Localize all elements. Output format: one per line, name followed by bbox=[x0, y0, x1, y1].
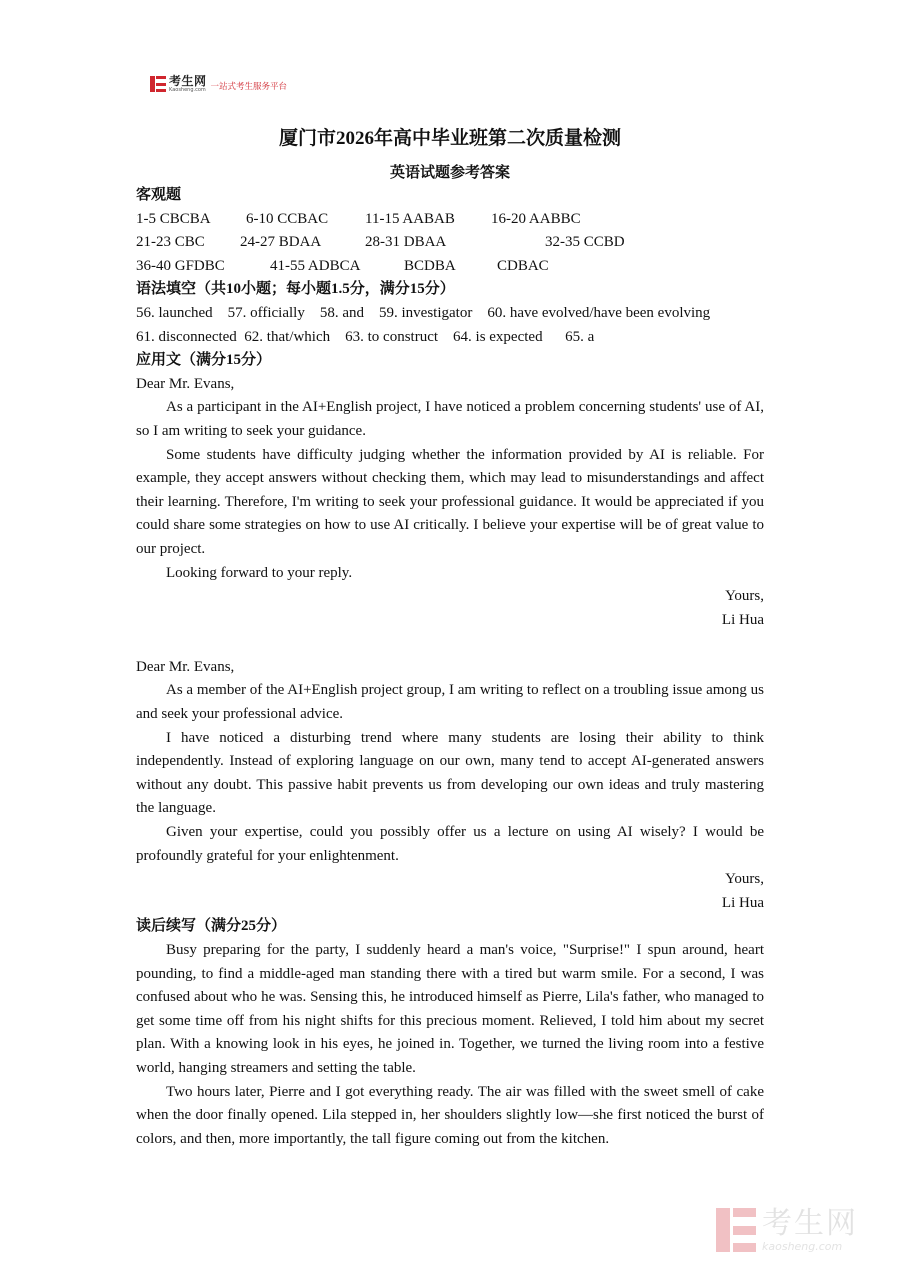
answer-group: 6-10 CCBAC bbox=[246, 210, 329, 227]
grammar-answers-line: 56. launched 57. officially 58. and 59. investigator 60. have evolved/have been evolving bbox=[136, 304, 711, 321]
letter-paragraph: Looking forward to your reply. bbox=[166, 564, 353, 581]
continuation-paragraph: Busy preparing for the party, I suddenly heard a man's voice, "Surprise!" I spun around, heart pounding, to find a middle-aged man standing there with a tired but warm smile. For a second, I was confused about who he was. Sensing this, he introduced himself as Pierre, Lila's father, who managed to get some time off from his night shifts for this precious moment. Relieved, I told him about my secret plan. With a knowing look in his eyes, he joined in. Together, we turned the living room into a festive world, hanging streamers and setting the table. bbox=[136, 942, 764, 1076]
watermark-name: 考生网 bbox=[762, 1205, 858, 1241]
letter-paragraph: Given your expertise, could you possibly offer us a lecture on using AI wisely? I would be profoundly grateful for your enlightenment. bbox=[136, 824, 764, 864]
letter-closing: Yours, bbox=[725, 588, 764, 605]
logo-icon bbox=[150, 76, 166, 92]
letter-paragraph: Some students have difficulty judging whether the information provided by AI is reliable. For example, they accept answers without checking them, which may lead to misunderstandings and affect their learning. Therefore, I'm writing to seek your professional guidance. It would be appreciated if you could share some strategies on how to use AI critically. I believe your expertise will be of great value to our project. bbox=[136, 446, 764, 557]
letter-closing: Yours, bbox=[725, 871, 764, 888]
watermark-logo bbox=[716, 1205, 858, 1253]
continuation-heading: 读后续写（满分25分） bbox=[136, 918, 287, 935]
continuation-paragraph: Two hours later, Pierre and I got everything ready. The air was filled with the sweet smell of cake when the door finally opened. Lila stepped in, her shoulders slightly low—she first noticed the burst of colors, and then, more importantly, the tall figure coming out from the kitchen. bbox=[136, 1083, 764, 1147]
answer-group: 36-40 GFDBC bbox=[136, 257, 225, 274]
letter-paragraph: As a participant in the AI+English project, I have noticed a problem concerning students' use of AI, so I am writing to seek your guidance. bbox=[136, 399, 764, 439]
objective-heading: 客观题 bbox=[136, 187, 182, 203]
answer-group: BCDBA bbox=[404, 257, 456, 274]
answer-row bbox=[136, 208, 764, 232]
answer-content bbox=[136, 184, 764, 1151]
logo-slogan: 一站式考生服务平台 bbox=[210, 82, 288, 92]
practical-heading: 应用文（满分15分） bbox=[136, 352, 272, 369]
answer-row bbox=[136, 231, 764, 255]
answer-group: 28-31 DBAA bbox=[365, 234, 447, 251]
letter-signature: Li Hua bbox=[721, 611, 764, 628]
answer-group: 1-5 CBCBA bbox=[136, 210, 211, 227]
grammar-answers-line: 61. disconnected 62. that/which 63. to construct 64. is expected 65. a bbox=[136, 328, 595, 345]
answer-group: 41-55 ADBCA bbox=[270, 257, 361, 274]
answer-group: CDBAC bbox=[497, 257, 549, 274]
answer-group: 16-20 AABBC bbox=[491, 210, 581, 227]
answer-group: 24-27 BDAA bbox=[240, 234, 322, 251]
letter-signature: Li Hua bbox=[721, 894, 764, 911]
letter-greeting: Dear Mr. Evans, bbox=[136, 375, 235, 392]
logo-domain: Kaosheng.com bbox=[169, 87, 206, 93]
letter-greeting: Dear Mr. Evans, bbox=[136, 658, 235, 675]
document-title: 厦门市2026年高中毕业班第二次质量检测 bbox=[278, 128, 621, 149]
document-subtitle: 英语试题参考答案 bbox=[389, 165, 510, 181]
watermark-domain: kaosheng.com bbox=[762, 1239, 843, 1253]
site-logo[interactable] bbox=[150, 74, 287, 94]
answer-group: 21-23 CBC bbox=[136, 234, 205, 251]
logo-name: 考生网 bbox=[169, 74, 207, 88]
grammar-heading: 语法填空（共10小题；每小题1.5分，满分15分） bbox=[136, 281, 455, 298]
answer-group: 11-15 AABAB bbox=[365, 210, 455, 227]
letter-paragraph: As a member of the AI+English project group, I am writing to reflect on a troubling issue among us and seek your professional advice. bbox=[136, 682, 764, 723]
answer-group: 32-35 CCBD bbox=[545, 234, 625, 251]
watermark-icon bbox=[716, 1208, 756, 1252]
letter-paragraph: I have noticed a disturbing trend where many students are losing their ability to think independently. Instead of exploring language on our own, many tend to accept AI-generated answers without any doubt. This passive habit prevents us from developing our own ideas and truly mastering the language. bbox=[136, 729, 764, 817]
answer-row bbox=[136, 255, 764, 279]
